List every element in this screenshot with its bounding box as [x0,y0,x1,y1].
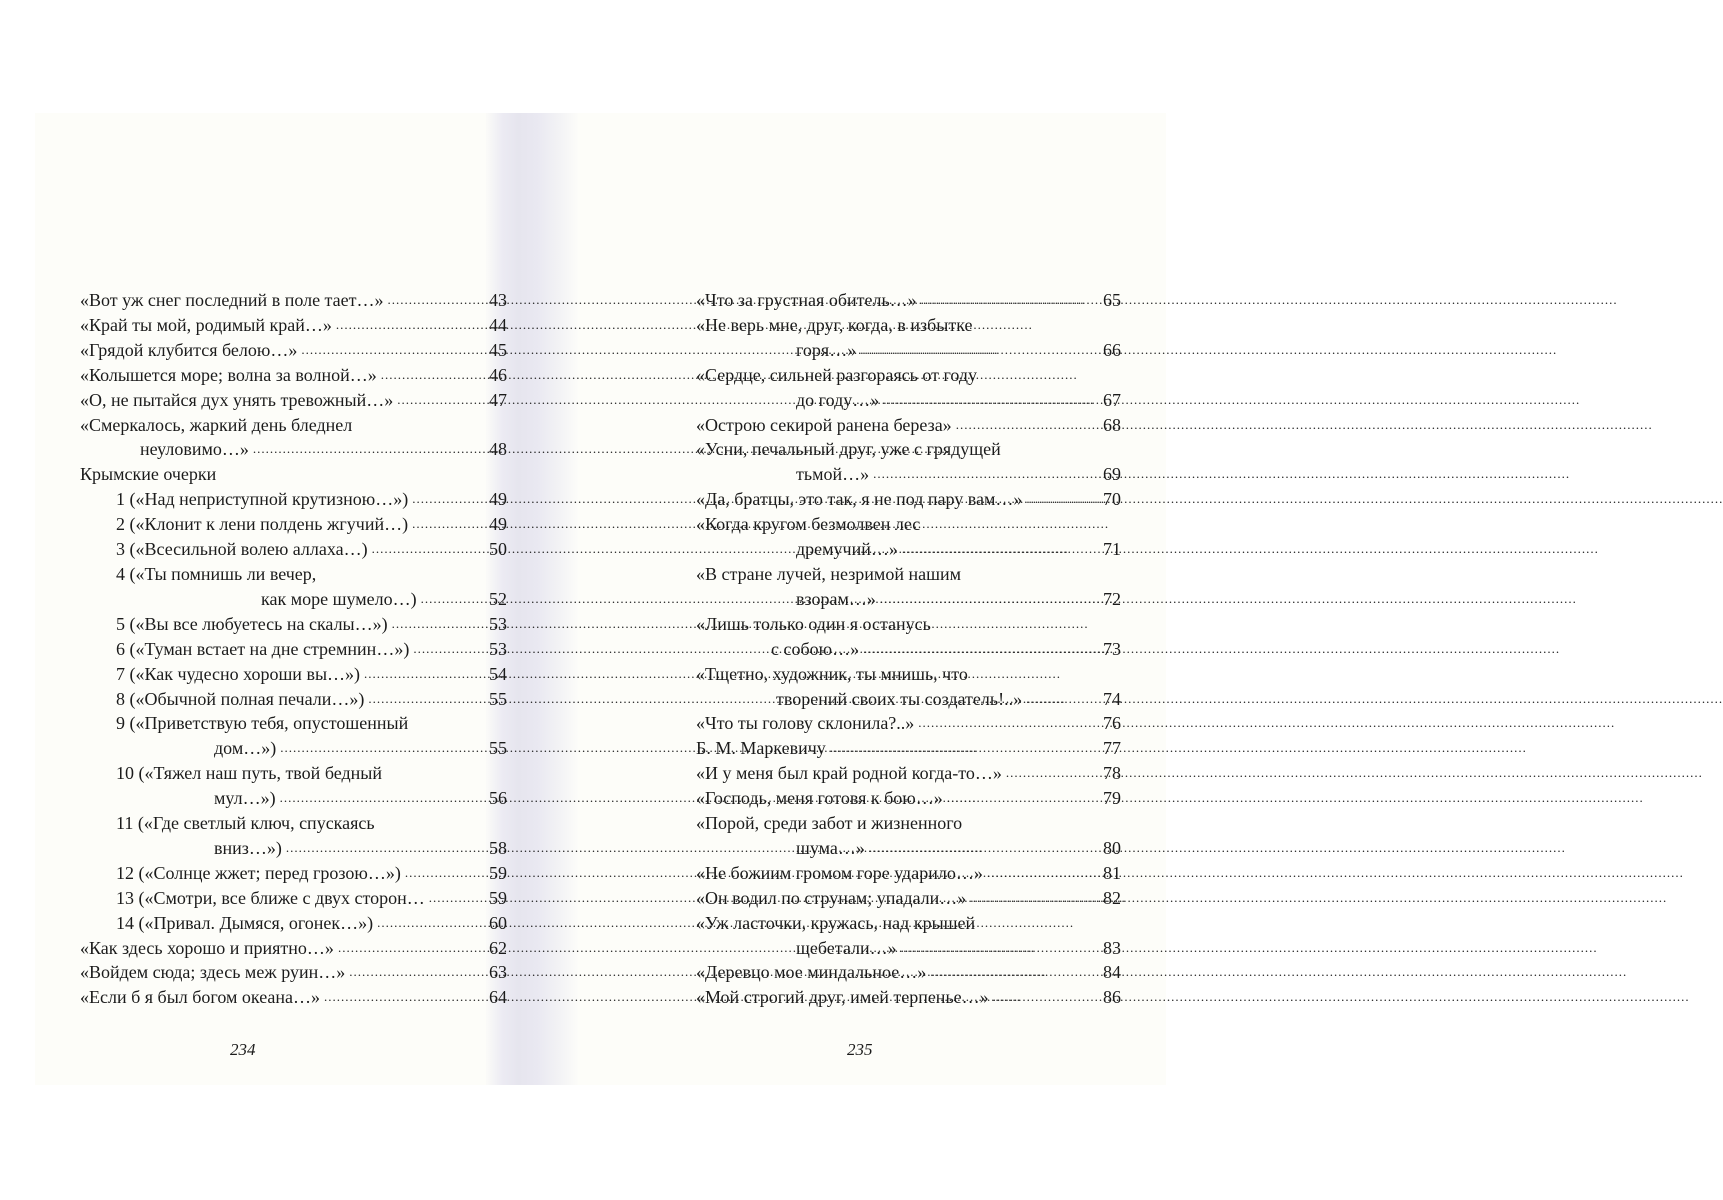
toc-entry-title: «Да, братцы, это так, я не под пару вам…» [696,489,1023,510]
toc-entry-title: 3 («Всесильной волею аллаха…) [116,539,368,560]
toc-entry-line [696,960,1121,985]
leader-dots [856,338,1087,363]
toc-page-number: 59 [489,862,507,883]
toc-entry-line [116,786,507,811]
toc-entry [696,911,1121,961]
toc-page-number: 45 [489,339,507,360]
toc-page-number: 49 [489,514,507,535]
toc-entry-line [696,462,1121,487]
toc-entry-title-line: «Тщетно, художник, ты мнишь, что [696,663,968,684]
toc-entry-line [696,687,1121,712]
toc-entry-title: 5 («Вы все любуетесь на скалы…») [116,613,388,634]
toc-entry-title-line: «Когда кругом безмолвен лес [696,514,921,535]
toc-entry-title: 6 («Туман встает на дне стремнин…») [116,638,410,659]
leader-dots [417,587,473,612]
toc-page-number: 50 [489,539,507,560]
toc-page-number: 46 [489,364,507,385]
leader-dots [943,786,1087,811]
toc-entry-title: вниз…») [214,837,282,858]
leader-dots [898,537,1087,562]
toc-entry-title: «Если б я был богом океана…» [80,987,321,1008]
toc-page-number: 56 [489,788,507,809]
toc-entry-line [116,687,507,712]
leader-dots [926,960,1087,985]
leader-dots [876,587,1087,612]
toc-entry [80,413,507,463]
toc-entry-title: «Вот уж снег последний в поле тает…» [80,290,384,310]
toc-entry-line [696,637,1121,662]
toc-entry-title-line: 4 («Ты помнишь ли вечер, [116,563,317,584]
toc-entry-title-line: 10 («Тяжел наш путь, твой бедный [116,763,383,784]
toc-entry-title: 2 («Клонит к лени полдень жгучий…) [116,514,409,535]
toc-entry [80,537,507,562]
toc-entry-title: 7 («Как чудесно хороши вы…») [116,663,361,684]
toc-entry [696,437,1121,487]
toc-entry [696,736,1121,761]
toc-entry-line [696,587,1121,612]
toc-entry [80,662,507,687]
toc-page-number: 67 [1103,389,1121,410]
toc-entry-title-line: «В стране лучей, незримой нашим [696,563,961,584]
toc-page-number: 82 [1103,887,1121,908]
toc-page-number: 64 [489,987,507,1008]
leader-dots [897,936,1087,961]
toc-page-number: 54 [489,663,507,684]
leader-dots [879,388,1087,413]
toc-entry [80,363,507,388]
toc-entry [80,711,507,761]
toc-entry [696,512,1121,562]
toc-page-number: 58 [489,837,507,858]
toc-entry-title: «Он водил по струнам; упадали…» [696,887,967,908]
toc-page-number: 59 [489,887,507,908]
toc-entry-title: «Грядой клубится белою…» [80,339,298,360]
toc-entry-line [696,936,1121,961]
toc-page-number: 70 [1103,489,1121,510]
toc-entry-line [696,985,1121,1010]
toc-entry [80,338,507,363]
toc-entry-title-line: 11 («Где светлый ключ, спускаясь [116,813,375,834]
toc-entry-line [116,587,507,612]
toc-entry [696,711,1121,736]
toc-page-number: 84 [1103,962,1121,983]
toc-entry-title: «Мой строгий друг, имей терпенье…» [696,987,989,1008]
toc-entry [696,562,1121,612]
toc-entry [696,786,1121,811]
toc-entry-title-line: «Усни, печальный друг, уже с грядущей [696,439,1001,460]
page-number-left: 234 [230,1040,256,1059]
toc-entry-title: как море шумело…) [261,588,417,609]
leader-dots [393,388,473,413]
toc-page-number: 49 [489,489,507,510]
toc-entry [80,687,507,712]
toc-page-number: 60 [489,912,507,933]
toc-entry [696,313,1121,363]
toc-entry-title: «Войдем сюда; здесь меж руин…» [80,962,346,983]
toc-entry-line [696,761,1121,786]
toc-page-number: 74 [1103,688,1121,709]
leader-dots [320,985,473,1010]
toc-entry [80,936,507,961]
toc-entry-title: «Колышется море; волна за волной…» [80,364,377,385]
toc-page-number: 47 [489,389,507,410]
leader-dots [345,960,473,985]
leader-dots [373,911,473,936]
toc-entry-title-line: «Не верь мне, друг, когда, в избытке [696,314,973,335]
toc-entry [80,911,507,936]
toc-entry [696,413,1121,438]
toc-entry [80,861,507,886]
toc-entry-line [116,612,507,637]
toc-entry-title: 8 («Обычной полная печали…») [116,688,365,709]
toc-entry-title: «Господь, меня готовя к бою…» [696,788,943,809]
toc-entry-line [696,288,1121,313]
toc-entry [696,886,1121,911]
toc-entry [80,612,507,637]
toc-entry [80,512,507,537]
toc-entry-title: дом…») [214,738,277,759]
toc-page-number: 53 [489,638,507,659]
toc-entry-title: «Что за грустная обитель…» [696,290,917,310]
toc-entry-line [80,437,507,462]
toc-entry [80,487,507,512]
toc-page-number: 55 [489,688,507,709]
toc-page-number: 77 [1103,738,1121,759]
toc-page-number: 79 [1103,788,1121,809]
toc-entry-title: с собою…» [771,638,860,659]
toc-entry-line [116,662,507,687]
toc-page-number: 72 [1103,588,1121,609]
toc-entry-line [696,487,1121,512]
leader-dots [276,786,473,811]
toc-entry-title: горя…» [796,339,857,360]
toc-entry-title: 12 («Солнце жжет; перед грозою…») [116,862,401,883]
toc-entry-title-line: 9 («Приветствую тебя, опустошенный [116,713,409,734]
toc-entry-line [116,637,507,662]
leader-dots [425,886,473,911]
toc-entry-line [696,736,1121,761]
toc-entry-title: Крымские очерки [80,464,217,485]
toc-entry-line [696,413,1121,438]
toc-entry [696,761,1121,786]
toc-entry-line [116,537,507,562]
toc-page-number: 52 [489,588,507,609]
toc-entry-line [80,960,507,985]
right-page-toc [696,288,1121,1010]
toc-entry-line [116,911,507,936]
leader-dots [276,736,473,761]
leader-dots [859,637,1087,662]
toc-entry [80,886,507,911]
toc-entry-line [696,861,1121,886]
toc-entry [696,662,1121,712]
toc-page-number: 43 [489,290,507,310]
toc-entry-title-line: «Уж ласточки, кружась, над крышей [696,912,976,933]
leader-dots [282,836,473,861]
toc-entry [696,861,1121,886]
toc-entry-line [80,388,507,413]
leader-dots [368,537,473,562]
toc-entry-line [80,462,507,487]
toc-entry-line [80,363,507,388]
toc-page-number: 86 [1103,987,1121,1008]
toc-entry [696,985,1121,1010]
leader-dots [1022,687,1087,712]
toc-entry-line [116,736,507,761]
toc-page-number: 73 [1103,638,1121,659]
toc-entry [696,960,1121,985]
toc-entry-line [80,985,507,1010]
toc-entry-title: неуловимо…» [140,439,249,460]
leader-dots [334,936,473,961]
toc-page-number: 71 [1103,539,1121,560]
toc-entry-title: шума…» [796,837,865,858]
leader-dots [983,861,1087,886]
toc-entry [696,811,1121,861]
leader-dots [865,836,1087,861]
toc-entry-title: тьмой…» [796,464,870,485]
toc-entry-title: щебетали…» [796,937,897,958]
leader-dots [917,288,1087,313]
toc-entry [80,313,507,338]
toc-entry-title: дремучий…» [796,539,898,560]
left-page-toc [80,288,507,1010]
toc-page-number: 81 [1103,862,1121,883]
toc-entry-title: «Деревцо мое миндальное…» [696,962,927,983]
leader-dots [408,512,473,537]
toc-page-number: 44 [489,314,507,335]
toc-entry [80,288,507,313]
toc-entry-line [116,861,507,886]
toc-entry-title: 1 («Над неприступной крутизною…») [116,489,409,510]
toc-entry-line [116,487,507,512]
toc-entry-title: 14 («Привал. Дымяся, огонек…») [116,912,374,933]
toc-entry-title: взорам…» [796,588,876,609]
toc-entry-line [80,288,507,313]
leader-dots [249,437,473,462]
leader-dots [384,288,474,313]
toc-entry [80,811,507,861]
toc-entry-line [80,936,507,961]
leader-dots [401,861,473,886]
toc-entry-line [116,512,507,537]
toc-entry-title: «Край ты мой, родимый край…» [80,314,332,335]
toc-entry-title-line: «Смеркалось, жаркий день бледнел [80,414,353,435]
leader-dots [408,487,473,512]
toc-page-number: 69 [1103,464,1121,485]
leader-dots [952,413,1087,438]
leader-dots [409,637,473,662]
toc-page-number: 68 [1103,414,1121,435]
toc-entry-line [116,836,507,861]
toc-entry-title-line: «Лишь только один я останусь [696,613,931,634]
toc-page-number: 78 [1103,763,1121,784]
toc-entry [80,637,507,662]
toc-entry-line [696,711,1121,736]
leader-dots [364,687,473,712]
page-number-right: 235 [847,1040,873,1059]
toc-entry-line [696,388,1121,413]
toc-entry [696,363,1121,413]
toc-entry-title: до году…» [796,389,880,410]
toc-entry-line [80,338,507,363]
toc-entry-line [696,338,1121,363]
toc-entry-title: творений своих ты создатель!..» [776,688,1023,709]
toc-entry-title: мул…») [214,788,276,809]
toc-entry [696,487,1121,512]
leader-dots [297,338,473,363]
leader-dots [360,662,473,687]
toc-entry-line [696,786,1121,811]
toc-entry-title: «Как здесь хорошо и приятно…» [80,937,334,958]
leader-dots [332,313,473,338]
leader-dots [826,736,1087,761]
toc-page-number: 48 [489,439,507,460]
leader-dots [377,363,473,388]
toc-entry-title: «Острою секирой ранена береза» [696,414,952,435]
toc-entry-title: «И у меня был край родной когда-то…» [696,763,1002,784]
toc-entry-title: «О, не пытайся дух унять тревожный…» [80,389,394,410]
leader-dots [869,462,1087,487]
toc-entry [80,388,507,413]
toc-entry [696,612,1121,662]
toc-entry-line [116,886,507,911]
toc-page-number: 53 [489,613,507,634]
toc-entry-title: 13 («Смотри, все ближе с двух сторон… [116,887,425,908]
toc-page-number: 76 [1103,713,1121,734]
toc-entry [80,761,507,811]
toc-entry [80,562,507,612]
leader-dots [1022,487,1087,512]
toc-entry [80,985,507,1010]
toc-entry-title: «Что ты голову склонила?..» [696,713,915,734]
leader-dots [914,711,1087,736]
toc-page-number: 62 [489,937,507,958]
toc-page-number: 65 [1103,290,1121,310]
toc-entry-title: Б. М. Маркевичу [696,738,826,759]
toc-entry-line [696,537,1121,562]
toc-entry-line [696,886,1121,911]
toc-entry [80,960,507,985]
toc-entry-line [696,836,1121,861]
toc-page-number: 66 [1103,339,1121,360]
leader-dots [989,985,1087,1010]
toc-page-number: 63 [489,962,507,983]
leader-dots [388,612,473,637]
toc-entry-line [80,313,507,338]
toc-entry-title-line: «Порой, среди забот и жизненного [696,813,963,834]
toc-page-number: 55 [489,738,507,759]
toc-page-number: 83 [1103,937,1121,958]
toc-page-number: 80 [1103,837,1121,858]
toc-entry-title: «Не божиим громом горе ударило…» [696,862,983,883]
leader-dots [1002,761,1087,786]
toc-entry [80,462,507,487]
toc-entry [696,288,1121,313]
toc-entry-title-line: «Сердце, сильней разгораясь от году [696,364,978,385]
leader-dots [966,886,1087,911]
